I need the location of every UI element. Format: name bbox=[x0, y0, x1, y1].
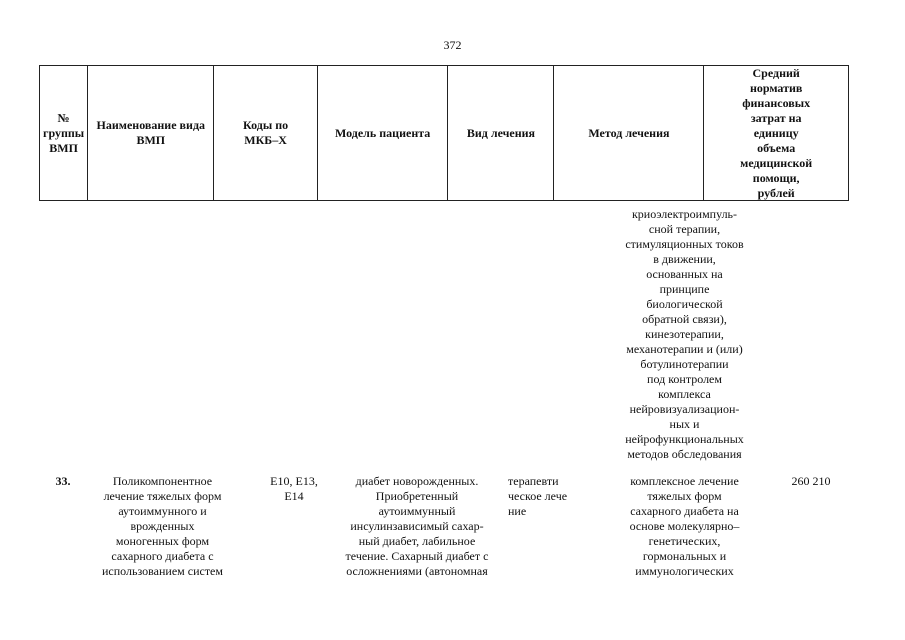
icd-codes-cell: E10, E13, E14 bbox=[270, 474, 318, 503]
average-cost-cell: 260 210 bbox=[791, 474, 831, 488]
header-vmp-name: Наименование вида ВМП bbox=[88, 66, 214, 200]
patient-model-cell: диабет новорожденных. Приобретенный аутоиммунный инсулинзависимый сахар- ный диабет, лабильное течение. Сахарный диабет с осложнениями (автономная bbox=[345, 474, 489, 578]
group-number-cell: 33. bbox=[55, 474, 71, 488]
header-group-number: № группы ВМП bbox=[40, 66, 88, 200]
header-average-cost: Средний норматив финансовых затрат на единицу объема медицинской помощи, рублей bbox=[740, 65, 813, 200]
header-patient-model: Модель пациента bbox=[318, 66, 449, 200]
header-treatment-type: Вид лечения bbox=[448, 66, 554, 200]
header-treatment-method: Метод лечения bbox=[554, 66, 704, 200]
treatment-type-cell: терапевти ческое лече ние bbox=[508, 474, 568, 518]
table-header bbox=[39, 65, 849, 201]
vmp-name-cell: Поликомпонентное лечение тяжелых форм аутоиммунного и врожденных моногенных форм сахарного диабета с использованием систем bbox=[102, 474, 223, 578]
page-number: 372 bbox=[443, 38, 462, 52]
header-icd-codes: Коды по МКБ–Х bbox=[214, 66, 317, 200]
document-table bbox=[39, 65, 849, 640]
continued-method-text: криоэлектроимпуль- сной терапии, стимуляционных токов в движении, основанных на принципе биологической обратной связи), кинезотерапии, механотерапии и (или) ботулинотерапии под контролем комплекса нейровизуализацион- ных и нейрофункциональных методов обследования bbox=[625, 207, 744, 461]
treatment-method-cell: комплексное лечение тяжелых форм сахарного диабета на основе молекулярно– генетических, гормональных и иммунологических bbox=[629, 474, 740, 578]
